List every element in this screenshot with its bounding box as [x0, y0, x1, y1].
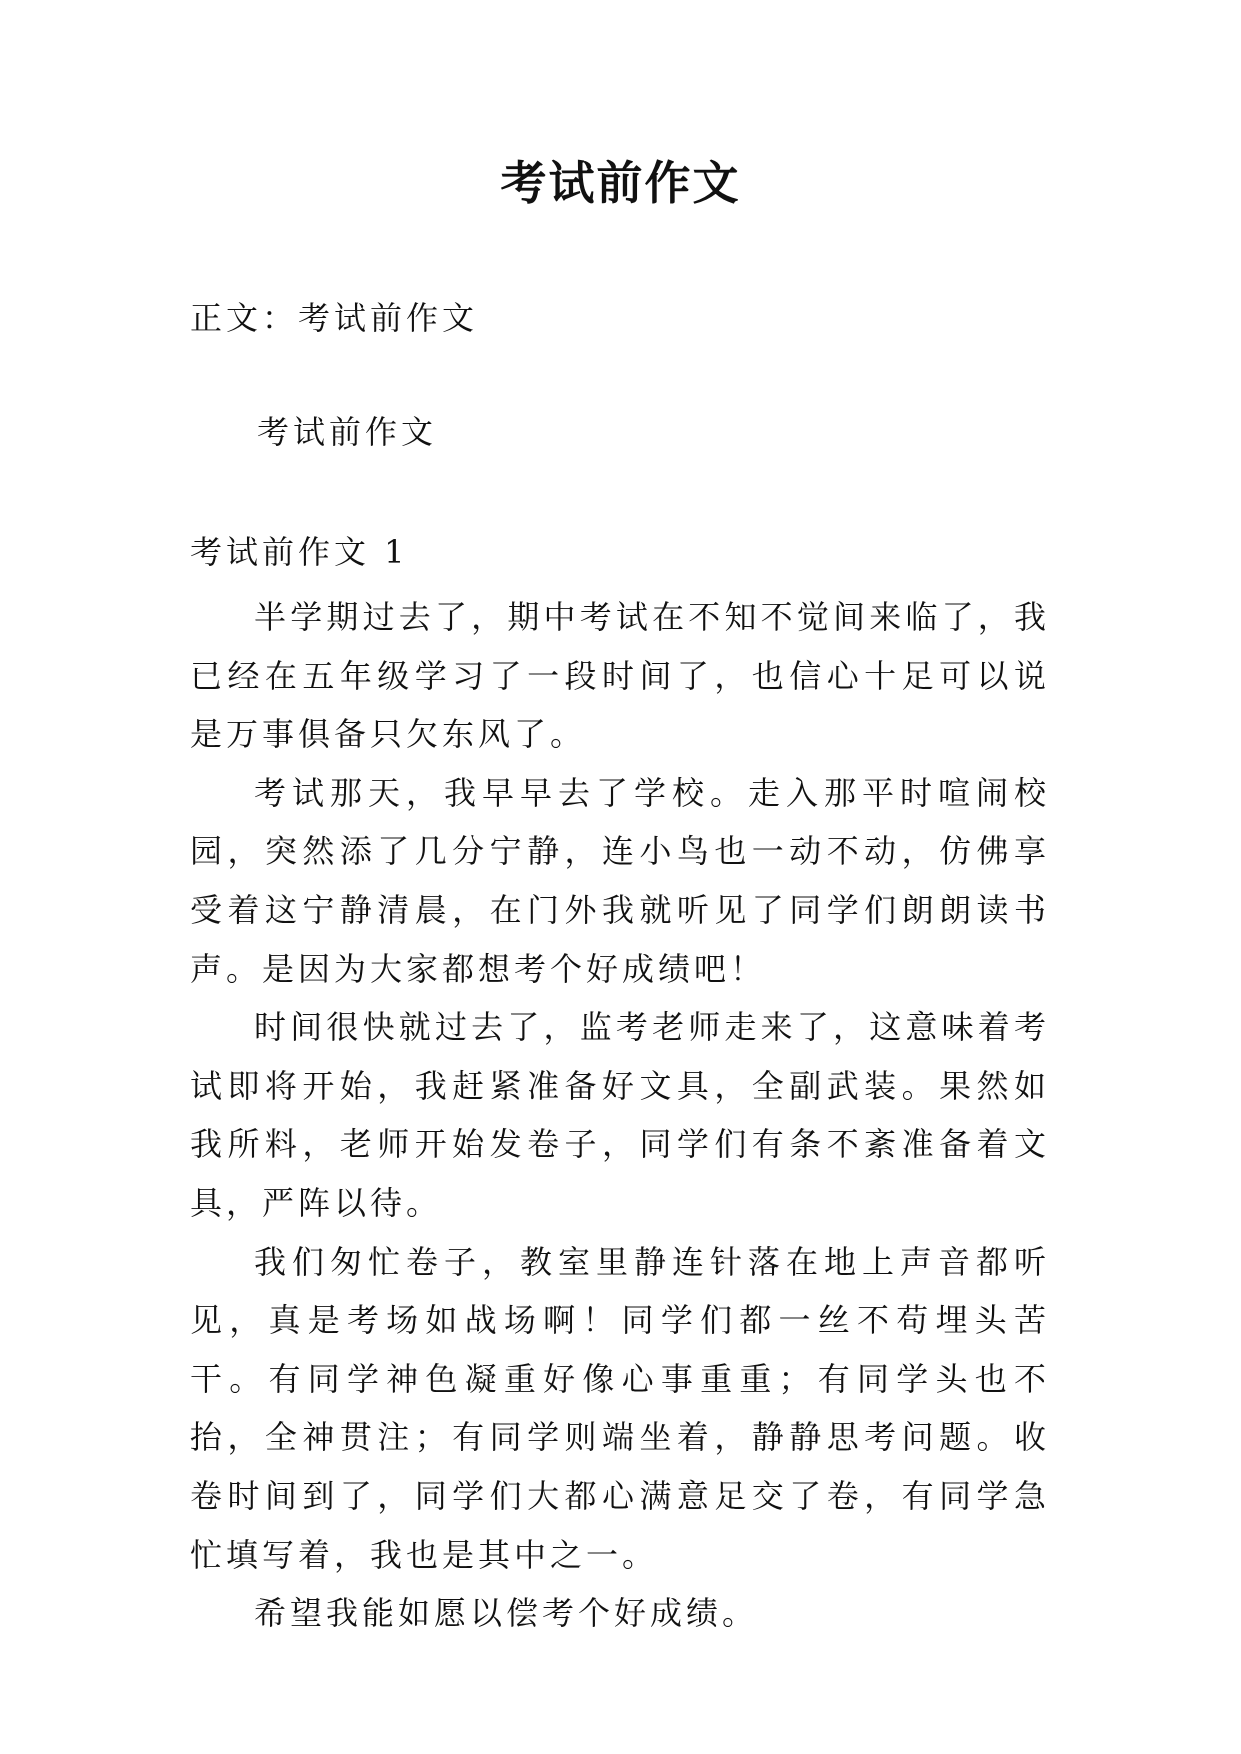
essay-subtitle: 考试前作文	[257, 413, 438, 451]
essay-body	[190, 588, 1050, 1643]
body-label-line: 正文：考试前作文	[190, 299, 479, 337]
paragraph: 半学期过去了，期中考试在不知不觉间来临了，我已经在五年级学习了一段时间了，也信心十足可以说是万事俱备只欠东风了。	[190, 598, 1050, 754]
section-heading: 考试前作文 1	[190, 533, 409, 571]
paragraph: 时间很快就过去了，监考老师走来了，这意味着考试即将开始，我赶紧准备好文具，全副武装。果然如我所料，老师开始发卷子，同学们有条不紊准备着文具，严阵以待。	[190, 1008, 1050, 1222]
document-title: 考试前作文	[500, 156, 741, 210]
paragraph: 考试那天，我早早去了学校。走入那平时喧闹校园，突然添了几分宁静，连小鸟也一动不动，仿佛享受着这宁静清晨，在门外我就听见了同学们朗朗读书声。是因为大家都想考个好成绩吧！	[190, 773, 1050, 988]
paragraph: 希望我能如愿以偿考个好成绩。	[254, 1594, 759, 1633]
paragraph: 我们匆忙卷子，教室里静连针落在地上声音都听见，真是考场如战场啊！同学们都一丝不苟埋头苦干。有同学神色凝重好像心事重重；有同学头也不抬，全神贯注；有同学则端坐着，静静思考问题。收卷时间到了，同学们大都心满意足交了卷，有同学急忙填写着，我也是其中之一。	[190, 1242, 1050, 1574]
